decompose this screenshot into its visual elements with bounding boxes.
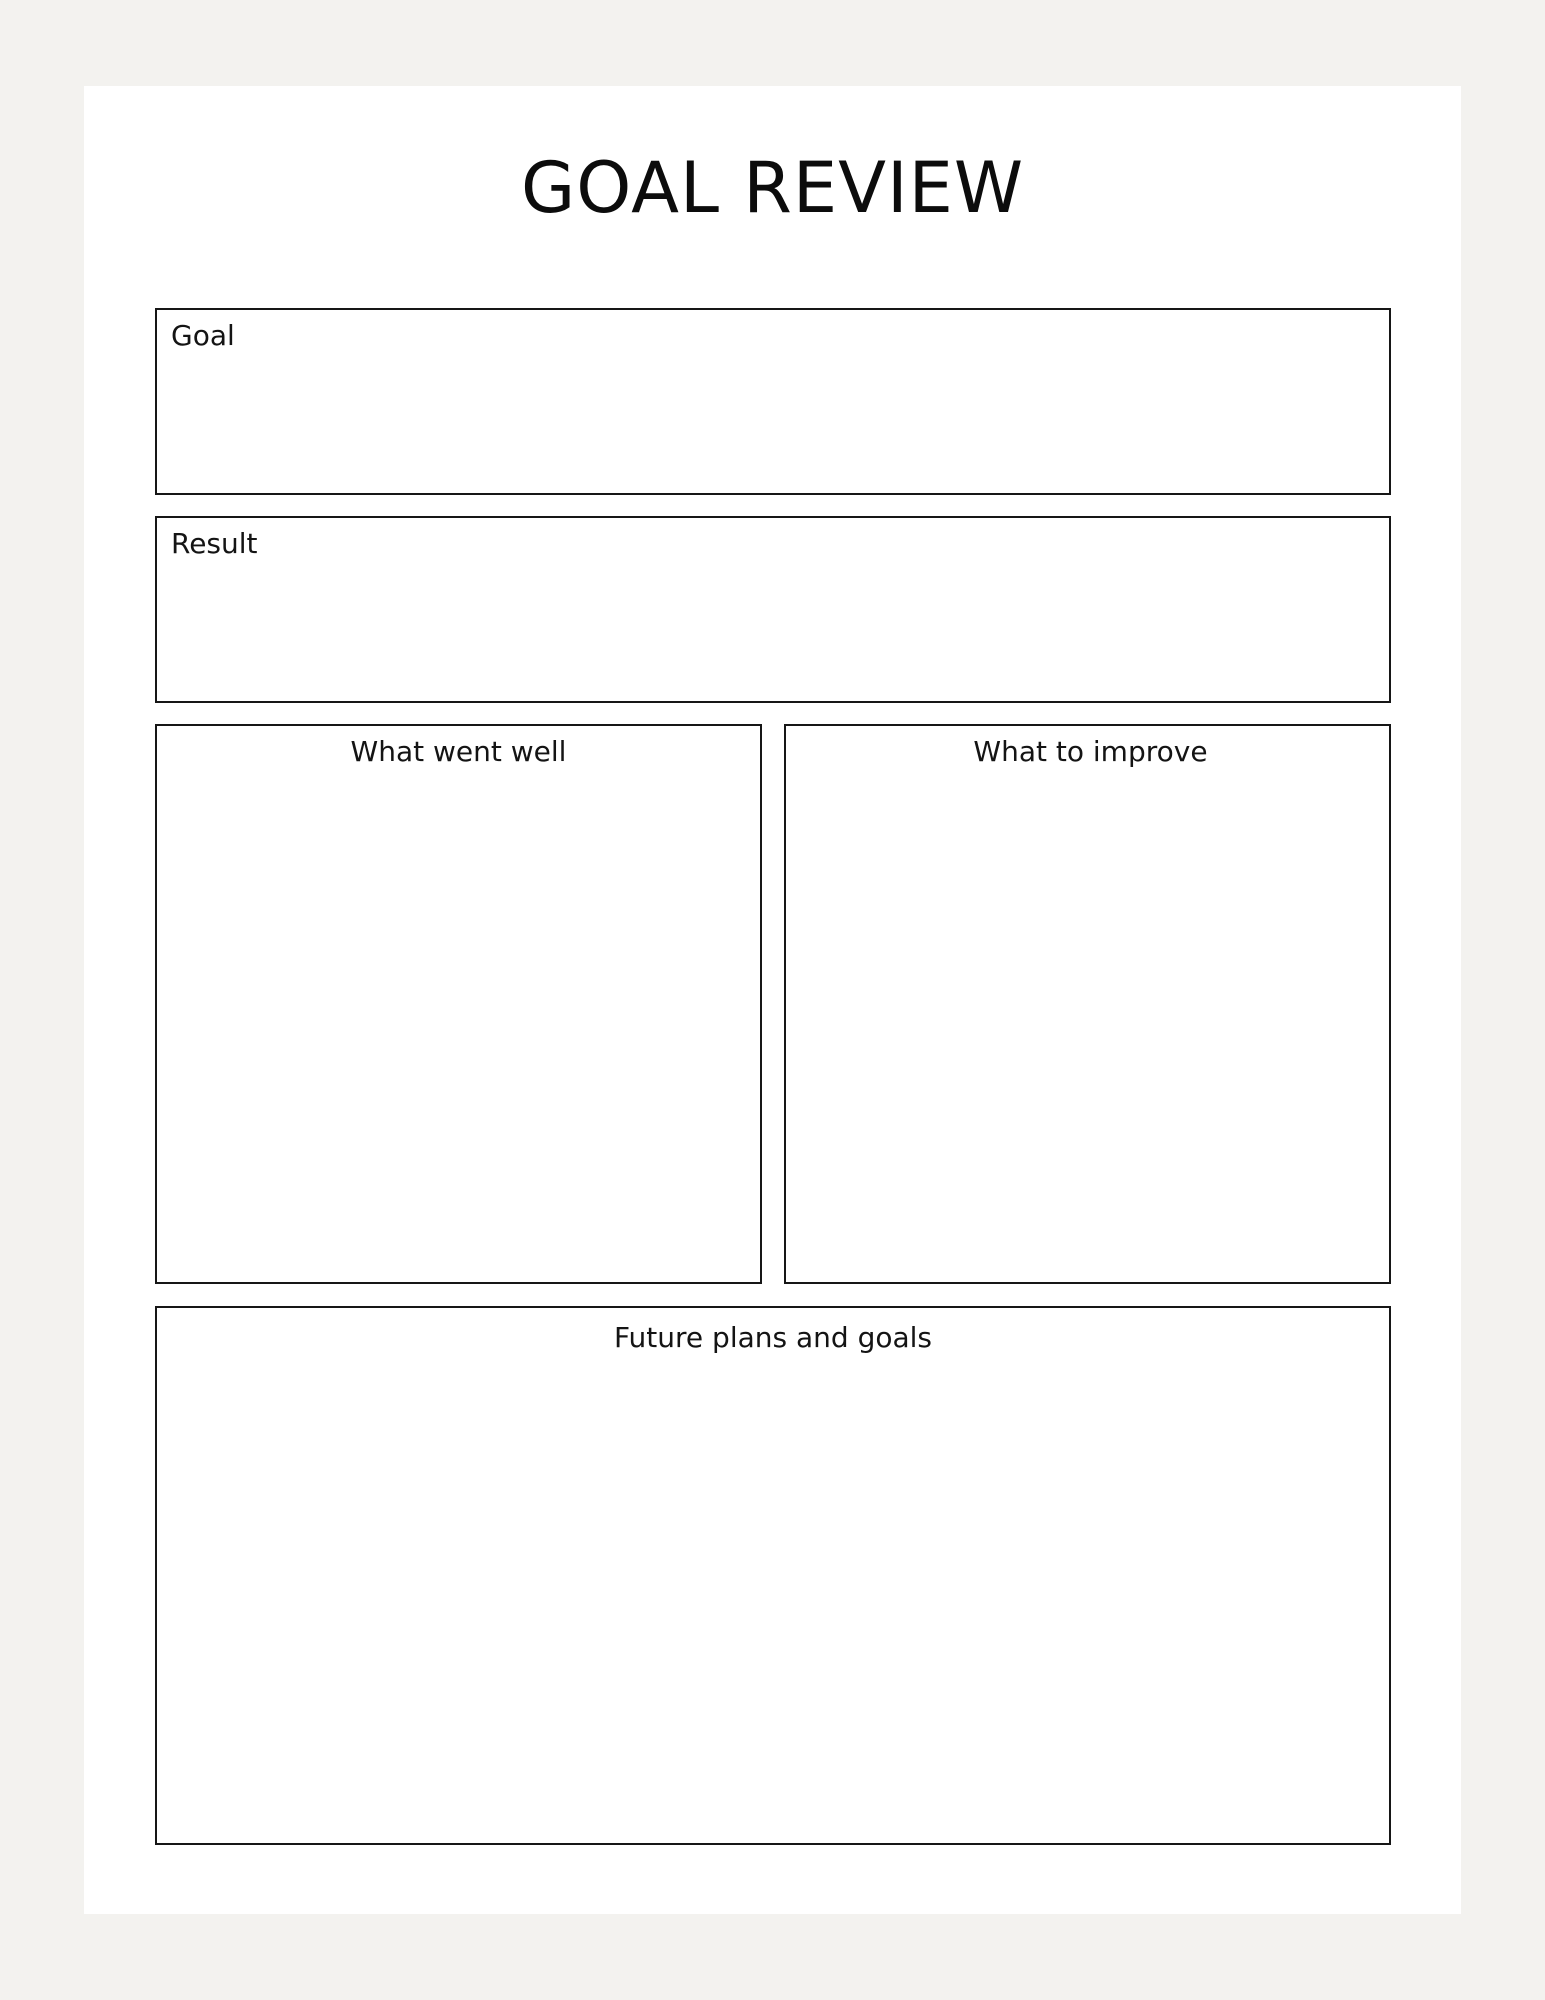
goal-field[interactable] — [155, 308, 1391, 495]
future-plans-field[interactable] — [155, 1306, 1391, 1845]
result-label: Result — [171, 527, 258, 560]
worksheet-page — [84, 86, 1461, 1914]
what-went-well-label: What went well — [350, 735, 567, 768]
what-to-improve-field[interactable] — [784, 724, 1391, 1284]
what-to-improve-label: What to improve — [973, 735, 1208, 768]
page-title: GOAL REVIEW — [520, 147, 1025, 229]
goal-label: Goal — [171, 319, 235, 352]
what-went-well-field[interactable] — [155, 724, 762, 1284]
future-plans-label: Future plans and goals — [613, 1321, 933, 1354]
result-field[interactable] — [155, 516, 1391, 703]
